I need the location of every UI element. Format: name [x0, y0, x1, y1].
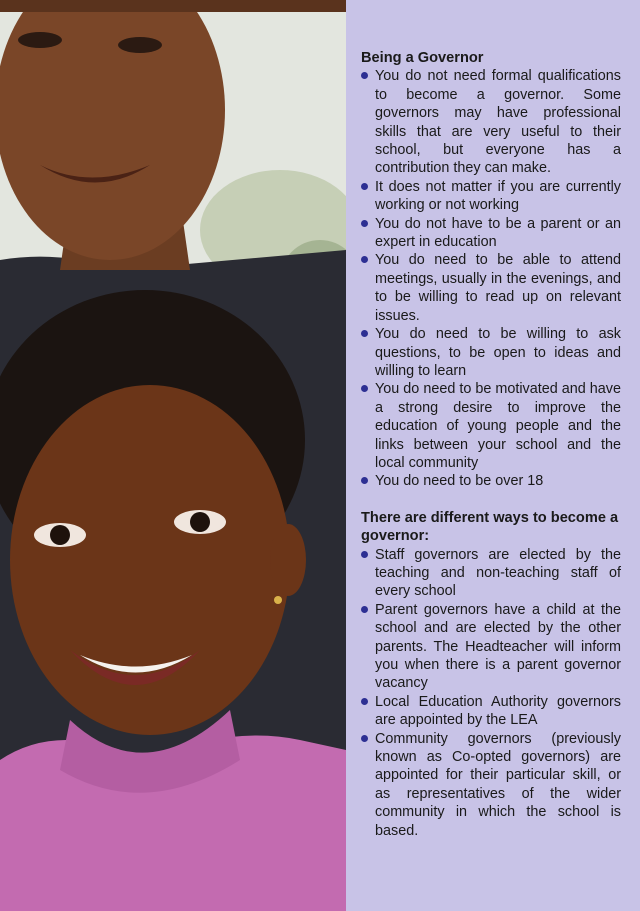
list-item: You do need to be over 18 — [361, 472, 621, 490]
being-governor-list — [361, 67, 621, 490]
bullet-icon — [361, 256, 368, 263]
list-item: Local Education Authority governors are appointed by the LEA — [361, 693, 621, 730]
list-item: Community governors (previously known as Co-opted governors) are appointed for their particular skill, or as representatives of the wider community in which the school is based. — [361, 730, 621, 840]
list-item: You do need to be motivated and have a strong desire to improve the education of young people and the links between your school and the local community — [361, 380, 621, 472]
list-item: You do need to be able to attend meetings, usually in the evenings, and to be willing to read up on relevant issues. — [361, 251, 621, 325]
bullet-icon — [361, 72, 368, 79]
bullet-icon — [361, 477, 368, 484]
bullet-icon — [361, 220, 368, 227]
ways-to-become-heading: There are different ways to become a governor: — [361, 509, 619, 545]
list-item: You do need to be willing to ask questions, to be open to ideas and willing to learn — [361, 325, 621, 380]
list-item: You do not need formal qualifications to become a governor. Some governors may have professional skills that are very useful to their school, but everyone has a contribution they can make. — [361, 67, 621, 177]
list-item: You do not have to be a parent or an expert in education — [361, 215, 621, 252]
section-spacer — [361, 491, 621, 509]
bullet-icon — [361, 735, 368, 742]
bullet-icon — [361, 698, 368, 705]
list-item: Staff governors are elected by the teaching and non-teaching staff of every school — [361, 546, 621, 601]
list-item: It does not matter if you are currently working or not working — [361, 178, 621, 215]
bullet-icon — [361, 606, 368, 613]
being-governor-heading: Being a Governor — [361, 50, 484, 66]
ways-to-become-list — [361, 546, 621, 841]
bullet-icon — [361, 551, 368, 558]
list-item: Parent governors have a child at the school and are elected by the other parents. The Headteacher will inform you when there is a parent governor vacancy — [361, 601, 621, 693]
bullet-icon — [361, 183, 368, 190]
bullet-icon — [361, 385, 368, 392]
governor-info — [361, 49, 621, 840]
bullet-icon — [361, 330, 368, 337]
